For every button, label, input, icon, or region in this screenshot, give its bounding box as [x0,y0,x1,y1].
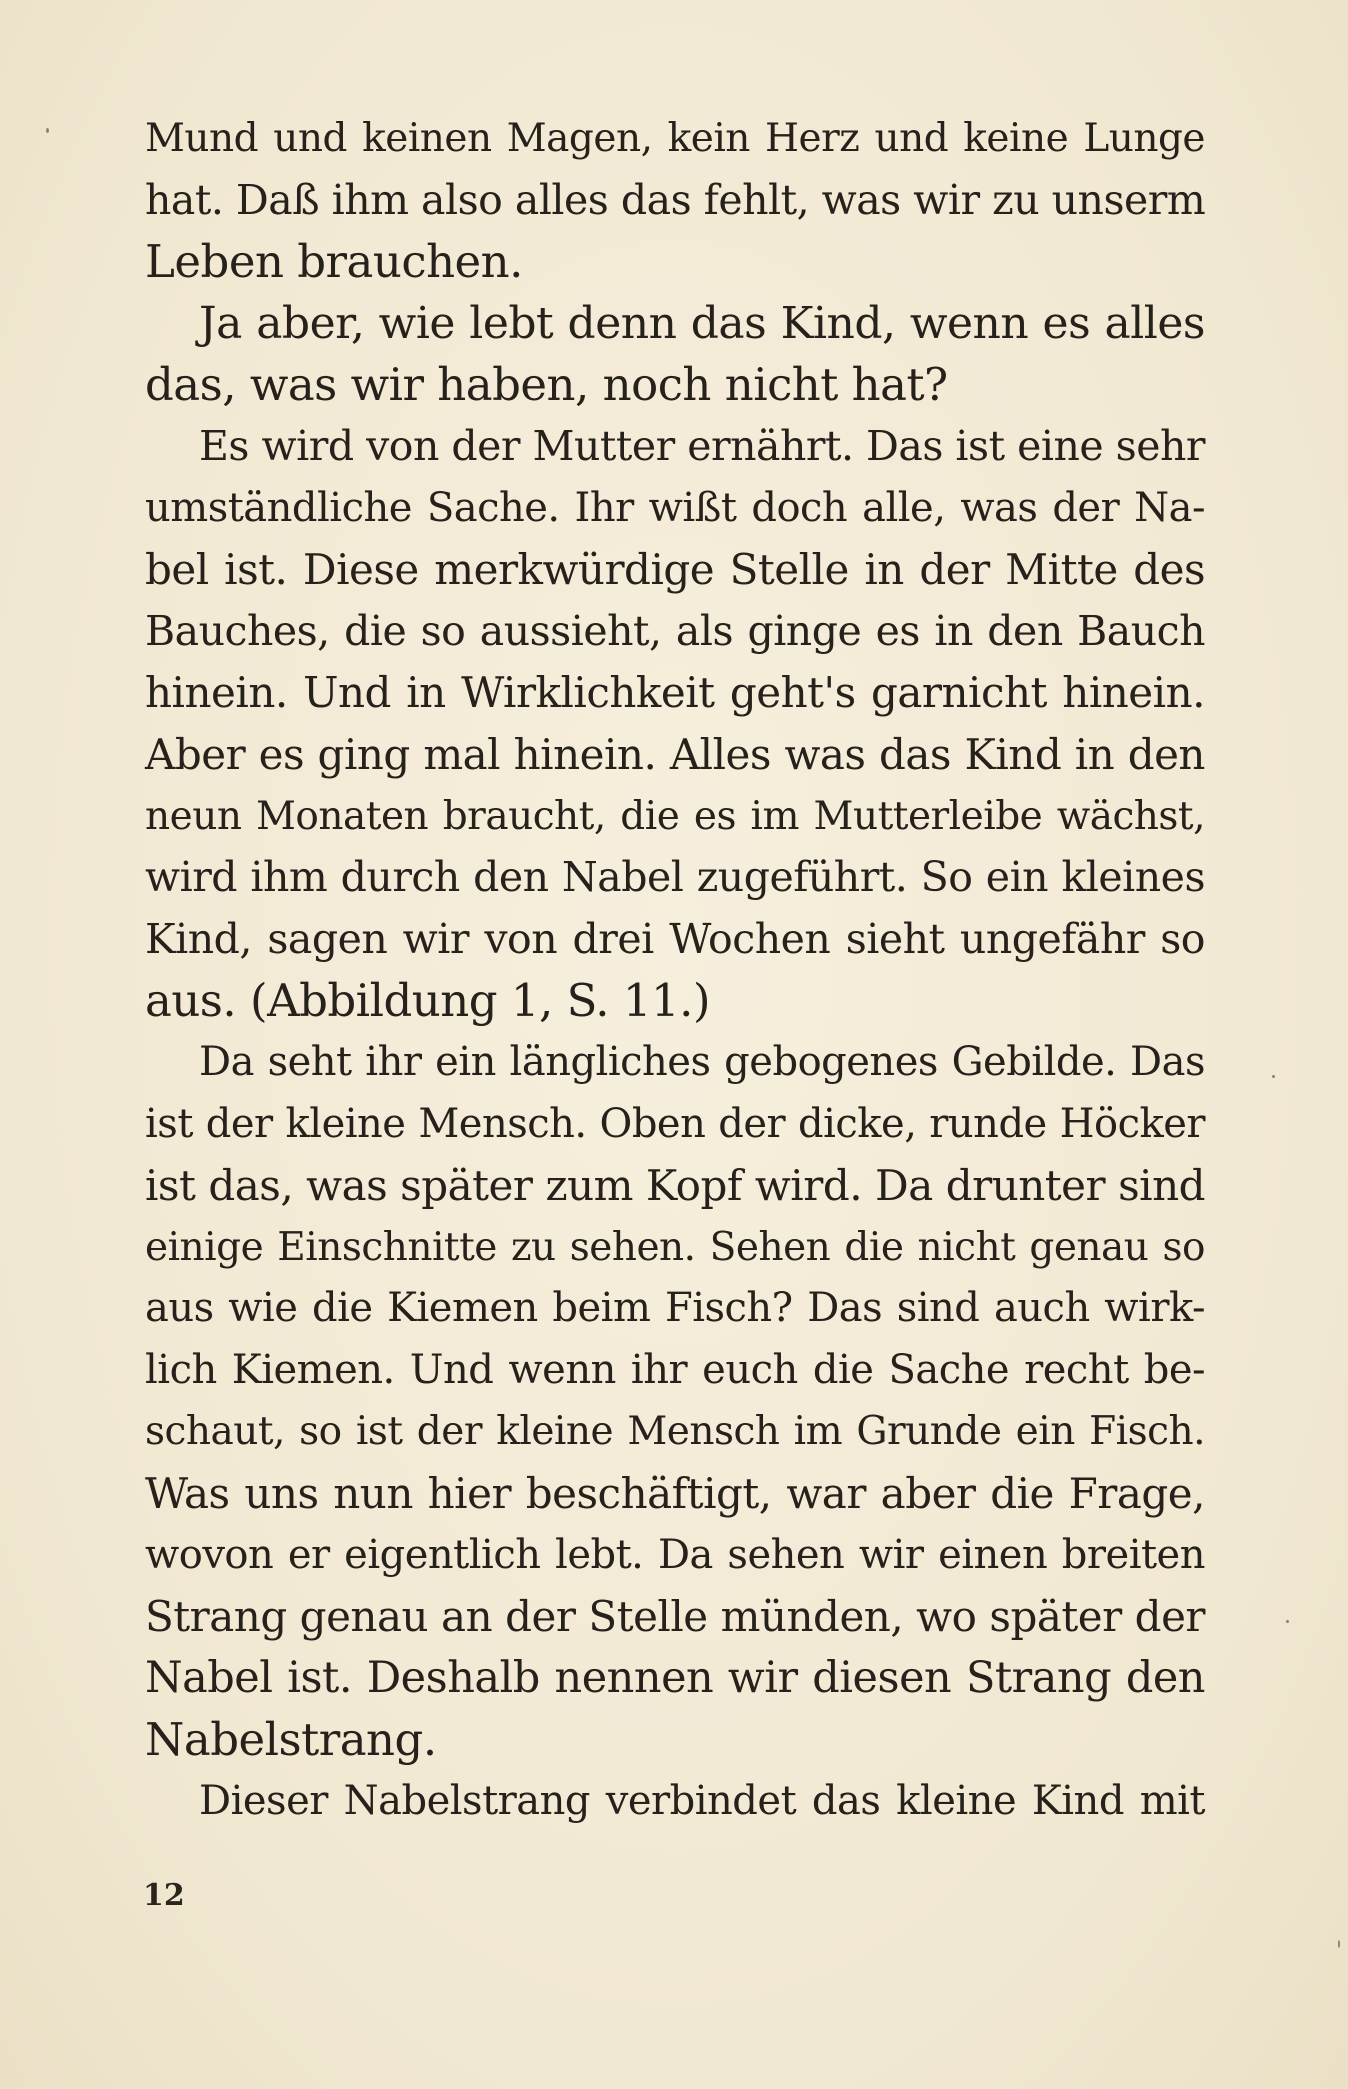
text-line: schaut, so ist der kleine Mensch im Grunde ein Fisch. [145,1409,1205,1455]
paper-speck [1286,1620,1289,1623]
text-line: wovon er eigentlich lebt. Da sehen wir einen breiten [145,1531,1205,1578]
text-line: lich Kiemen. Und wenn ihr euch die Sache recht be- [145,1346,1205,1393]
text-line: das, was wir haben, noch nicht hat? [145,358,948,412]
text-line: Strang genau an der Stelle münden, wo später der [145,1592,1205,1642]
text-line: Was uns nun hier beschäftigt, war aber die Frage, [145,1469,1205,1519]
text-line: ist der kleine Mensch. Oben der dicke, runde Höcker [145,1100,1205,1147]
text-line: einige Einschnitte zu sehen. Sehen die nicht genau so [145,1224,1205,1270]
text-line: Ja aber, wie lebt denn das Kind, wenn es alles [199,297,1205,349]
body-text [145,108,1205,1833]
page-number: 12 [143,1878,185,1913]
text-line: Nabelstrang. [145,1713,437,1767]
text-line: Bauches, die so aussieht, als ginge es in den Bauch [145,606,1205,655]
text-line: Da seht ihr ein längliches gebogenes Gebilde. Das [199,1038,1205,1085]
text-line: Leben brauchen. [145,235,523,289]
text-line: aus. (Abbildung 1, S. 11.) [145,974,711,1028]
text-line: Nabel ist. Deshalb nennen wir diesen Strang den [145,1652,1205,1703]
text-line: Kind, sagen wir von drei Wochen sieht ungefähr so [145,914,1205,963]
text-line: aus wie die Kiemen beim Fisch? Das sind auch wirk- [145,1285,1205,1332]
text-line: Mund und keinen Magen, kein Herz und keine Lunge [145,116,1205,161]
paper-speck [46,128,49,133]
text-line: Es wird von der Mutter ernährt. Das ist eine sehr [199,421,1205,470]
paper-speck [1272,1075,1275,1078]
text-line: hat. Daß ihm also alles das fehlt, was wir zu unserm [145,175,1206,224]
paper-speck [1338,1940,1340,1948]
text-line: neun Monaten braucht, die es im Mutterleibe wächst, [145,793,1205,839]
text-line: hinein. Und in Wirklichkeit geht's garnicht hinein. [145,668,1205,718]
text-line: wird ihm durch den Nabel zugeführt. So ein kleines [145,853,1205,902]
text-line: Dieser Nabelstrang verbindet das kleine Kind mit [199,1778,1205,1825]
text-line: ist das, was später zum Kopf wird. Da drunter sind [145,1161,1205,1211]
text-line: umständliche Sache. Ihr wißt doch alle, was der Na- [145,484,1205,531]
text-line: bel ist. Diese merkwürdige Stelle in der Mitte des [145,545,1205,595]
text-line: Aber es ging mal hinein. Alles was das Kind in den [145,729,1205,779]
